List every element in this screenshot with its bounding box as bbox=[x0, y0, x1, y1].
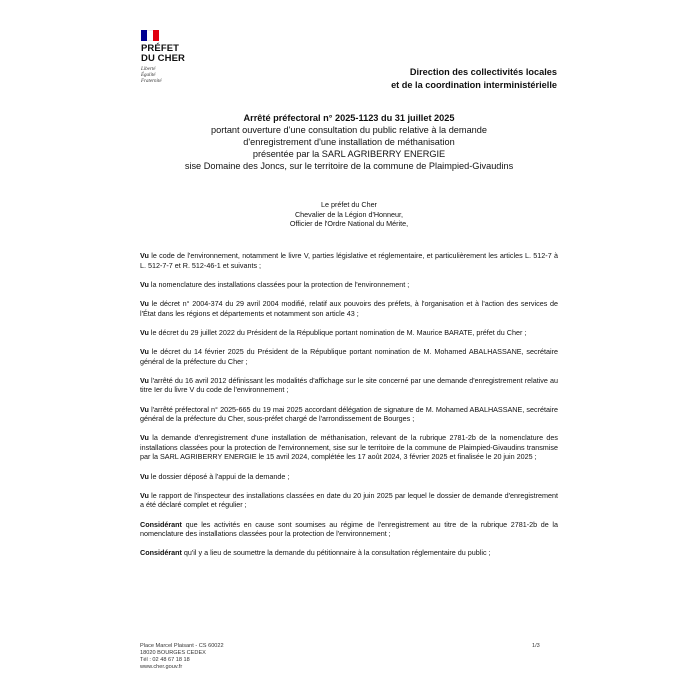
direction-line2: et de la coordination interministérielle bbox=[391, 80, 557, 90]
recital-lead: Vu bbox=[140, 490, 149, 500]
decree-subtitle-line: d'enregistrement d'une installation de méthanisation bbox=[243, 137, 455, 147]
recital-paragraph bbox=[140, 491, 558, 510]
issuing-direction bbox=[391, 66, 557, 92]
prefecture-logo bbox=[141, 30, 211, 85]
recital-paragraph bbox=[140, 472, 558, 482]
prefet-titles bbox=[140, 200, 558, 229]
phone-line: Tél : 02 48 67 18 18 bbox=[140, 657, 190, 663]
decree-subtitle-line: portant ouverture d'une consultation du public relative à la demande bbox=[210, 125, 488, 135]
decree-body bbox=[140, 251, 558, 568]
recital-text: l'arrêté préfectoral n° 2025-665 du 19 mai 2025 accordant délégation de signature de M. Mohamed ABALHASSANE, secrétaire général de la préfecture du Cher, sous-préfet chargé de l'arrondissement de Bourges ; bbox=[140, 404, 558, 424]
recital-text: le code de l'environnement, notamment le livre V, parties législative et réglementaire, et particulièrement les articles L. 512-7 à L. 512-7-7 et R. 512-46-1 et suivants ; bbox=[140, 251, 558, 270]
recital-lead: Vu bbox=[140, 346, 149, 356]
recital-lead: Vu bbox=[140, 279, 149, 289]
motto-line: Égalité bbox=[141, 73, 156, 78]
recital-text: le dossier déposé à l'appui de la demande ; bbox=[148, 471, 290, 481]
recital-text: l'arrêté du 16 avril 2012 définissant les modalités d'affichage sur le site concerné par une demande d'enregistrement relative au titre Ier du livre V du code de l'environnement ; bbox=[140, 375, 558, 395]
direction-line1: Direction des collectivités locales bbox=[409, 67, 557, 77]
considerant-text: qu'il y a lieu de soumettre la demande du pétitionnaire à la consultation réglementaire du public ; bbox=[181, 548, 491, 558]
recital-lead: Vu bbox=[140, 433, 149, 443]
recital-text: la nomenclature des installations classées pour la protection de l'environnement ; bbox=[148, 279, 410, 289]
recital-paragraph bbox=[140, 280, 558, 290]
recital-paragraph bbox=[140, 405, 558, 424]
recital-paragraph bbox=[140, 299, 558, 318]
recital-text: le décret du 29 juillet 2022 du Président de la République portant nomination de M. Maurice BARATE, préfet du Cher ; bbox=[148, 327, 527, 337]
website-link[interactable]: www.cher.gouv.fr bbox=[140, 664, 183, 670]
decree-title-block bbox=[140, 112, 558, 172]
decree-title: Arrêté préfectoral n° 2025-1123 du 31 juillet 2025 bbox=[243, 113, 455, 123]
recital-lead: Vu bbox=[140, 327, 149, 337]
prefet-line: Officier de l'Ordre National du Mérite, bbox=[289, 219, 409, 229]
page-number: 1/3 bbox=[532, 643, 540, 649]
address-line: Place Marcel Plaisant - CS 60022 bbox=[140, 643, 224, 649]
recital-lead: Vu bbox=[140, 471, 149, 481]
prefet-line: Le préfet du Cher bbox=[321, 200, 377, 209]
prefet-line: Chevalier de la Légion d'Honneur, bbox=[294, 209, 404, 219]
recital-lead: Vu bbox=[140, 251, 149, 260]
motto-line: Fraternité bbox=[141, 79, 162, 84]
recital-text: le décret du 14 février 2025 du Président de la République portant nomination de M. Mohamed ABALHASSANE, secrétaire général de la préfecture du Cher ; bbox=[140, 346, 558, 366]
decree-subtitle-line: sise Domaine des Joncs, sur le territoire de la commune de Plaimpied-Givaudins bbox=[184, 161, 514, 171]
recital-text: la demande d'enregistrement d'une installation de méthanisation, relevant de la rubrique 2781-2b de la nomenclature des installations classées pour la protection de l'environnement, sise sur le territoire de la commune de Plaimpied-Givaudins transmise par la SARL AGRIBERRY ENERGIE le 15 avril 2024, complétée les 17 août 2024, 3 février 2025 et finalisée le 20 juin 2025 ; bbox=[140, 433, 558, 462]
recital-lead: Vu bbox=[140, 404, 149, 414]
recital-lead: Vu bbox=[140, 298, 149, 308]
recital-text: le rapport de l'inspecteur des installations classées en date du 20 juin 2025 par lequel le dossier de demande d'enregistrement a été déclaré complet et régulier ; bbox=[140, 490, 558, 510]
recital-paragraph bbox=[140, 433, 558, 462]
considerant-lead: Considérant bbox=[140, 519, 182, 529]
french-flag-icon bbox=[141, 30, 159, 41]
logo-motto bbox=[141, 67, 211, 85]
decree-subtitle-line: présentée par la SARL AGRIBERRY ENERGIE bbox=[252, 149, 446, 159]
recital-paragraph bbox=[140, 347, 558, 366]
motto-line: Liberté bbox=[141, 67, 156, 72]
considerant-paragraph bbox=[140, 520, 558, 539]
recital-paragraph bbox=[140, 328, 558, 338]
logo-title-line1: PRÉFET bbox=[141, 43, 180, 54]
considerant-paragraph bbox=[140, 548, 558, 558]
recital-text: le décret n° 2004-374 du 29 avril 2004 modifié, relatif aux pouvoirs des préfets, à l'organisation et à l'action des services de l'État dans les régions et départements et notamment son article 43 ; bbox=[140, 298, 558, 318]
prefecture-address bbox=[140, 643, 224, 671]
recital-lead: Vu bbox=[140, 375, 149, 385]
logo-title-line2: DU CHER bbox=[141, 53, 185, 64]
recital-paragraph bbox=[140, 251, 558, 270]
considerant-text: que les activités en cause sont soumises au régime de l'enregistrement au titre de la rubrique 2781-2b de la nomenclature des installations classées pour la protection de l'environnement ; bbox=[140, 519, 558, 539]
recital-paragraph bbox=[140, 376, 558, 395]
considerant-lead: Considérant bbox=[140, 548, 182, 558]
address-line: 18020 BOURGES CEDEX bbox=[140, 650, 206, 656]
logo-title bbox=[141, 44, 211, 64]
